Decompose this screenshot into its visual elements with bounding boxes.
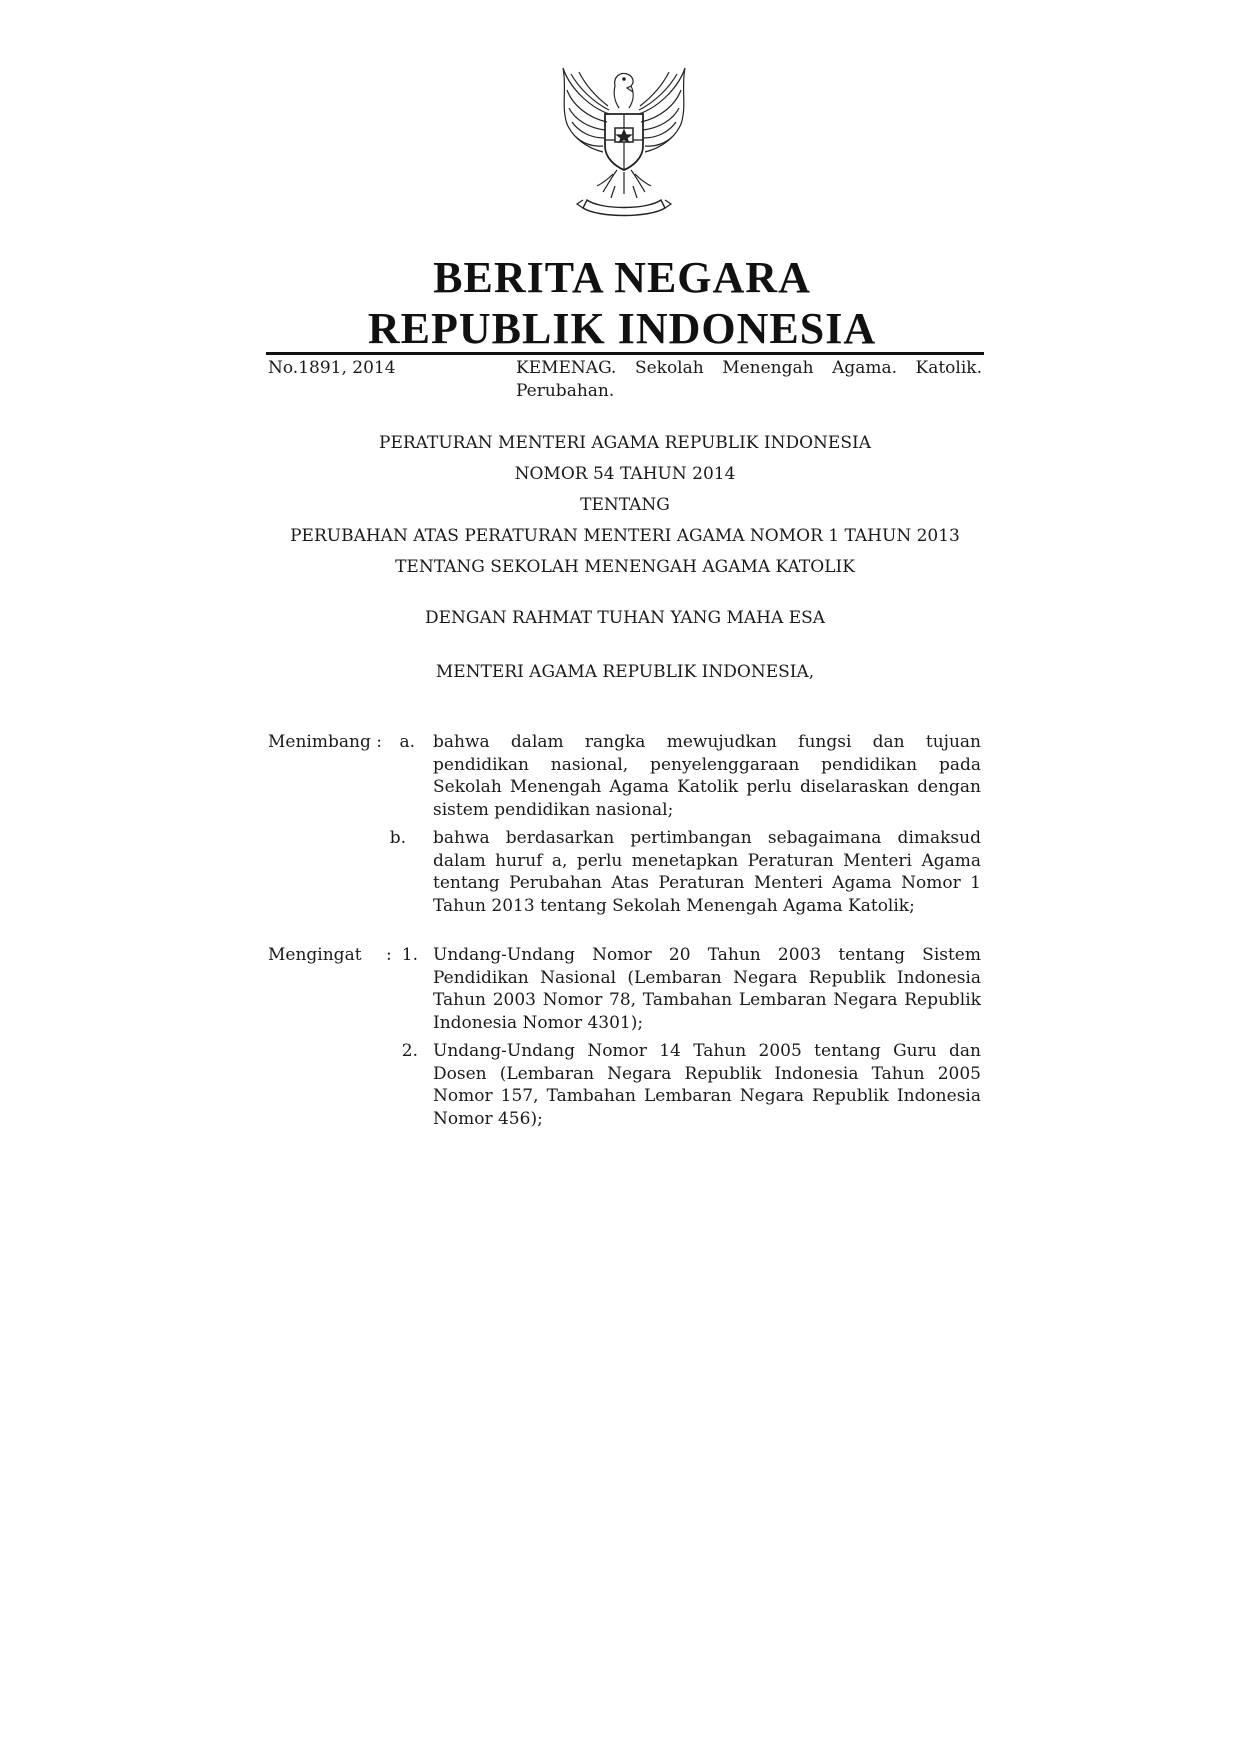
mengingat-item-text: Undang-Undang Nomor 14 Tahun 2005 tentang Guru dan Dosen (Lembaran Negara Republik Indonesia Tahun 2005 Nomor 157, Tambahan Lembaran Negara Republik Indonesia Nomor 456); bbox=[433, 1041, 981, 1129]
issue-subject-line1: KEMENAG. Sekolah Menengah Agama. Katolik. bbox=[516, 358, 982, 378]
invocation bbox=[266, 603, 984, 634]
menimbang-marker: b. bbox=[389, 828, 406, 848]
masthead-title-line2: REPUBLIK INDONESIA bbox=[367, 304, 877, 353]
heading-line: NOMOR 54 TAHUN 2014 bbox=[514, 464, 736, 484]
issue-number: No.1891, 2014 bbox=[268, 358, 396, 378]
menimbang-item-text: bahwa dalam rangka mewujudkan fungsi dan tujuan pendidikan nasional, penyelenggaraan pendidikan pada Sekolah Menengah Agama Katolik perlu diselaraskan dengan sistem pendidikan nasional; bbox=[433, 732, 981, 820]
mengingat-label: Mengingat bbox=[268, 945, 362, 965]
heading-line: PERUBAHAN ATAS PERATURAN MENTERI AGAMA NOMOR 1 TAHUN 2013 bbox=[290, 526, 960, 546]
mengingat-marker: 1. bbox=[401, 945, 418, 965]
heading-line: TENTANG bbox=[580, 495, 670, 515]
regulation-heading bbox=[266, 428, 984, 583]
menimbang-item-text: bahwa berdasarkan pertimbangan sebagaimana dimaksud dalam huruf a, perlu menetapkan Peraturan Menteri Agama tentang Perubahan Atas Peraturan Menteri Agama Nomor 1 Tahun 2013 tentang Sekolah Menengah Agama Katolik; bbox=[433, 828, 981, 916]
masthead-divider bbox=[266, 352, 984, 355]
invocation-text: DENGAN RAHMAT TUHAN YANG MAHA ESA bbox=[424, 608, 826, 628]
masthead-title-line1: BERITA NEGARA bbox=[433, 253, 811, 302]
heading-line: PERATURAN MENTERI AGAMA REPUBLIK INDONESIA bbox=[379, 433, 871, 453]
mengingat-marker: 2. bbox=[401, 1041, 418, 1061]
heading-line: TENTANG SEKOLAH MENENGAH AGAMA KATOLIK bbox=[395, 557, 855, 577]
menimbang-label: Menimbang : bbox=[268, 732, 382, 752]
mengingat-item-text: Undang-Undang Nomor 20 Tahun 2003 tentang Sistem Pendidikan Nasional (Lembaran Negara Republik Indonesia Tahun 2003 Nomor 78, Tambahan Lembaran Negara Republik Indonesia Nomor 4301); bbox=[433, 945, 981, 1033]
menimbang-marker: a. bbox=[399, 732, 415, 752]
mengingat-colon: : bbox=[386, 945, 392, 965]
enactor bbox=[266, 657, 984, 688]
enactor-text: MENTERI AGAMA REPUBLIK INDONESIA, bbox=[435, 662, 815, 682]
issue-subject-line2: Perubahan. bbox=[516, 381, 615, 401]
garuda-emblem-icon bbox=[557, 66, 691, 218]
